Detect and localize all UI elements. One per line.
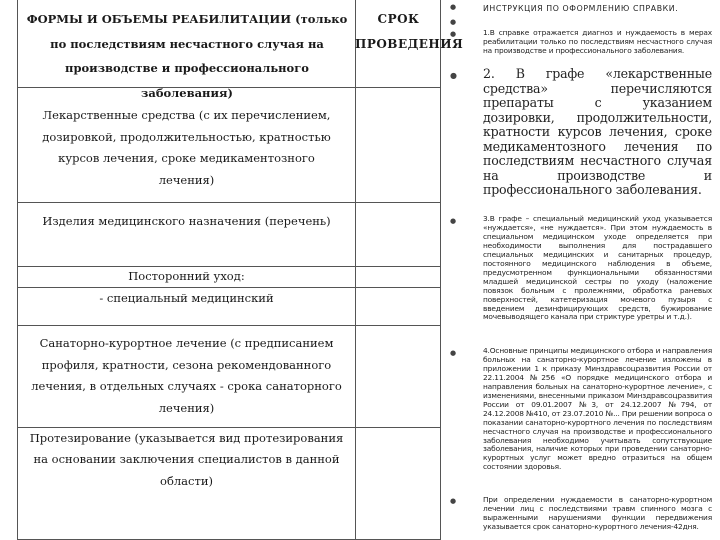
bullet-icon: ● — [450, 217, 457, 225]
instruction-panel — [450, 0, 712, 540]
row-sanatorium-treatment: Санаторно-курортное лечение (с предписанием профиля, кратности, сезона рекомендованного лечения, в отдельных случаях - срока санаторного лечения) — [31, 336, 342, 415]
row-medical-devices: Изделия медицинского назначения (перечень) — [42, 214, 331, 228]
bullet-icon: ● — [450, 71, 457, 80]
bullet-icon: ● — [450, 3, 457, 11]
instruction-item-5: При определении нуждаемости в санаторно-курортном лечении лиц с последствиями травм спинного мозга с выраженными нарушениями функции передвижения указывается срок санаторно-курортного лечения-42дня. — [483, 495, 712, 531]
column-divider — [355, 0, 356, 539]
table-header-forms: ФОРМЫ И ОБЪЕМЫ РЕАБИЛИТАЦИИ (только по последствиям несчастного случая на производстве и профессионального заболевания) — [26, 12, 348, 100]
instruction-title: ИНСТРУКЦИЯ ПО ОФОРМЛЕНИЮ СПРАВКИ. — [483, 4, 679, 13]
rehabilitation-table — [17, 0, 464, 540]
row-special-medical-care: - специальный медицинский — [99, 291, 274, 306]
bullet-icon: ● — [450, 349, 457, 357]
bullet-icon: ● — [450, 497, 457, 505]
row-medications: Лекарственные средства (с их перечислением, дозировкой, продолжительностью, кратностью курсов лечения, сроке медикаментозного лечения) — [42, 108, 331, 187]
instruction-item-2: 2. В графе «лекарственные средства» перечисляются препараты с указанием дозировки, продолжительности, кратности курсов лечения, сроке медикаментозного лечения по последствиям несчастного случая на производстве и профессионального заболевания. — [483, 66, 712, 197]
instruction-item-3: 3.В графе – специальный медицинский уход указывается «нуждается», «не нуждается». При этом нуждаемость в специальном медицинском уходе определяется при необходимости выполнения для пострадавшего специальных медицинских и санитарных процедур, постоянного медицинского наблюдения в объеме, предусмотренном функциональными обязанностями младшей медицинской сестры по уходу (наложение повязок больным с пролежнями, обработка раневых поверхностей, катетеризация мочевого пузыря с введением дезинфицирующих средств, бужирование мочевыводящего канала при стриктуре уретры и т.д.). — [483, 214, 712, 322]
bullet-icon: ● — [450, 18, 457, 26]
table-header-term: СРОК ПРОВЕДЕНИЯ — [355, 12, 464, 51]
bullet-icon: ● — [450, 30, 457, 38]
row-prosthetics: Протезирование (указывается вид протезирования на основании заключения специалистов в данной области) — [29, 430, 344, 488]
row-outside-care: Посторонний уход: — [128, 268, 245, 283]
instruction-item-1: 1.В справке отражается диагноз и нуждаемость в мерах реабилитации только по последствиям несчастного случая на производстве и профессионального заболевания. — [483, 28, 712, 55]
instruction-item-4: 4.Основные принципы медицинского отбора и направления больных на санаторно-курортное лечение изложены в приложении 1 к приказу Минздравсоцразвития России от 22.11.2004 №256 «О порядке медицинского отбора и направления больных на санаторно-курортное лечение», с изменениями, внесенными приказом Минздравсоцразвития России от 09.01.2007 №3, от 24.12.2007 №794, от 24.12.2008 №410, от 23.07.2010 №... При решении вопроса о показании санаторно-курортного лечения по последствиям несчастного случая на производстве и профессионального заболевания необходимо учитывать сопутствующие заболевания, наличие которых при проведении санаторно-курортных услуг может вредно отразиться на общем состоянии здоровья. — [483, 346, 712, 472]
